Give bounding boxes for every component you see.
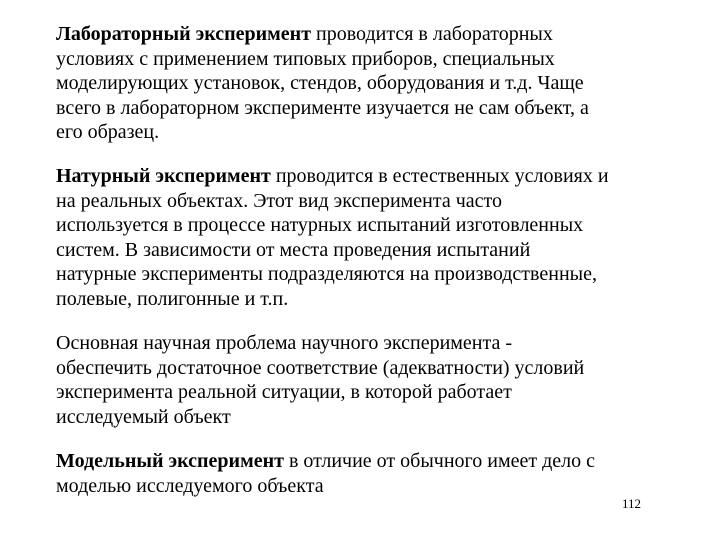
term-field-experiment: Натурный эксперимент — [56, 165, 271, 187]
text-line: его образец. — [56, 121, 160, 143]
paragraph-main-problem — [56, 331, 676, 429]
text-line: проводится в естественных условиях и — [270, 165, 609, 187]
text-line: эксперимента реальной ситуации, в которой работает — [56, 381, 512, 403]
term-model-experiment: Модельный эксперимент — [56, 450, 284, 472]
text-line: проводится в лабораторных — [311, 23, 553, 45]
paragraph-field-experiment — [56, 164, 676, 311]
text-line: моделью исследуемого объекта — [56, 474, 324, 497]
page-number: 112 — [622, 496, 642, 511]
text-line: на реальных объектах. Этот вид эксперимента часто — [56, 189, 503, 212]
text-line: моделирующих установок, стендов, оборудования и т.д. Чаще — [56, 72, 584, 94]
text-line: Основная научная проблема научного эксперимента - — [56, 332, 513, 354]
text-line: натурные эксперименты подразделяются на производственные, — [56, 263, 597, 285]
text-line: используется в процессе натурных испытаний изготовленных — [56, 214, 584, 236]
text-line: в отличие от обычного имеет дело с — [283, 450, 596, 472]
text-line: всего в лабораторном эксперименте изучается не сам объект, а — [56, 96, 589, 119]
text-line: обеспечить достаточное соответствие (адекватности) условий — [56, 356, 585, 379]
text-line: систем. В зависимости от места проведения испытаний — [56, 238, 531, 261]
text-line: исследуемый объект — [56, 405, 231, 428]
text-line: полевые, полигонные и т.п. — [56, 287, 289, 310]
paragraph-model-experiment — [56, 449, 676, 498]
paragraph-laboratory-experiment — [56, 22, 676, 145]
term-laboratory-experiment: Лабораторный эксперимент — [56, 23, 312, 45]
text-line: условиях с применением типовых приборов, специальных — [56, 47, 555, 70]
